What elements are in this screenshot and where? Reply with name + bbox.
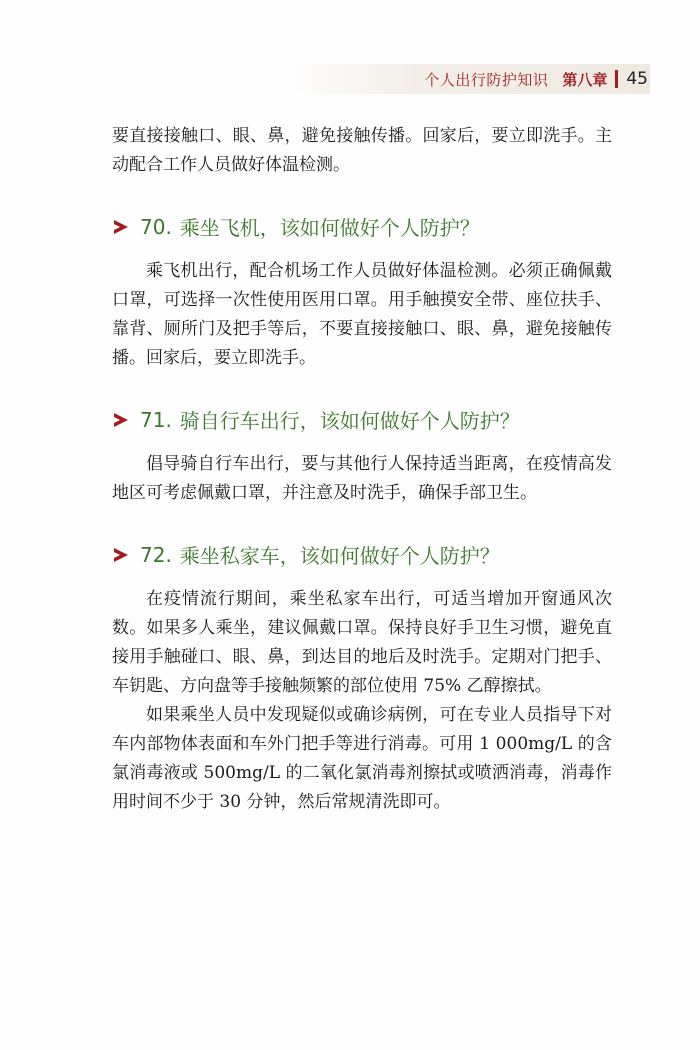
arrow-bullet-icon bbox=[114, 548, 128, 562]
answer-paragraph: 乘飞机出行，配合机场工作人员做好体温检测。必须正确佩戴口罩，可选择一次性使用医用口罩。用手触摸安全带、座位扶手、靠背、厕所门及把手等后，不要直接接触口、眼、鼻，避免接触传播。回家后，要立即洗手。 bbox=[112, 261, 612, 368]
answer-paragraph: 在疫情流行期间，乘坐私家车出行，可适当增加开窗通风次数。如果多人乘坐，建议佩戴口罩。保持良好手卫生习惯，避免直接用手触碰口、眼、鼻，到达目的地后及时洗手。定期对门把手、车钥匙、方向盘等手接触频繁的部位使用 75% 乙醇擦拭。 bbox=[112, 589, 612, 696]
question-heading-72 bbox=[114, 540, 612, 569]
arrow-bullet-icon bbox=[114, 413, 128, 427]
question-heading-70 bbox=[114, 212, 612, 241]
question-number: 71. bbox=[140, 407, 172, 432]
page-content bbox=[112, 122, 612, 817]
question-title: 乘坐飞机，该如何做好个人防护？ bbox=[179, 216, 480, 240]
answer-paragraph: 倡导骑自行车出行，要与其他行人保持适当距离，在疫情高发地区可考虑佩戴口罩，并注意及时洗手，确保手部卫生。 bbox=[112, 454, 612, 503]
question-title: 乘坐私家车，该如何做好个人防护？ bbox=[179, 544, 500, 568]
question-number: 72. bbox=[140, 542, 172, 567]
intro-paragraph: 要直接接触口、眼、鼻，避免接触传播。回家后，要立即洗手。主动配合工作人员做好体温检测。 bbox=[112, 126, 612, 175]
chapter-label: 第八章 bbox=[562, 70, 608, 89]
page-number: 45 bbox=[626, 69, 648, 89]
arrow-bullet-icon bbox=[114, 220, 128, 234]
running-header bbox=[290, 64, 650, 94]
header-divider bbox=[615, 70, 618, 88]
question-heading-71 bbox=[114, 405, 612, 434]
section-title: 个人出行防护知识 bbox=[424, 70, 549, 89]
answer-paragraph: 如果乘坐人员中发现疑似或确诊病例，可在专业人员指导下对车内部物体表面和车外门把手等进行消毒。可用 1 000mg/L 的含氯消毒液或 500mg/L 的二氧化氯消毒剂擦拭或喷洒消毒，消毒作用时间不少于 30 分钟，然后常规清洗即可。 bbox=[112, 705, 612, 812]
question-number: 70. bbox=[140, 214, 172, 239]
question-title: 骑自行车出行，该如何做好个人防护？ bbox=[179, 409, 520, 433]
